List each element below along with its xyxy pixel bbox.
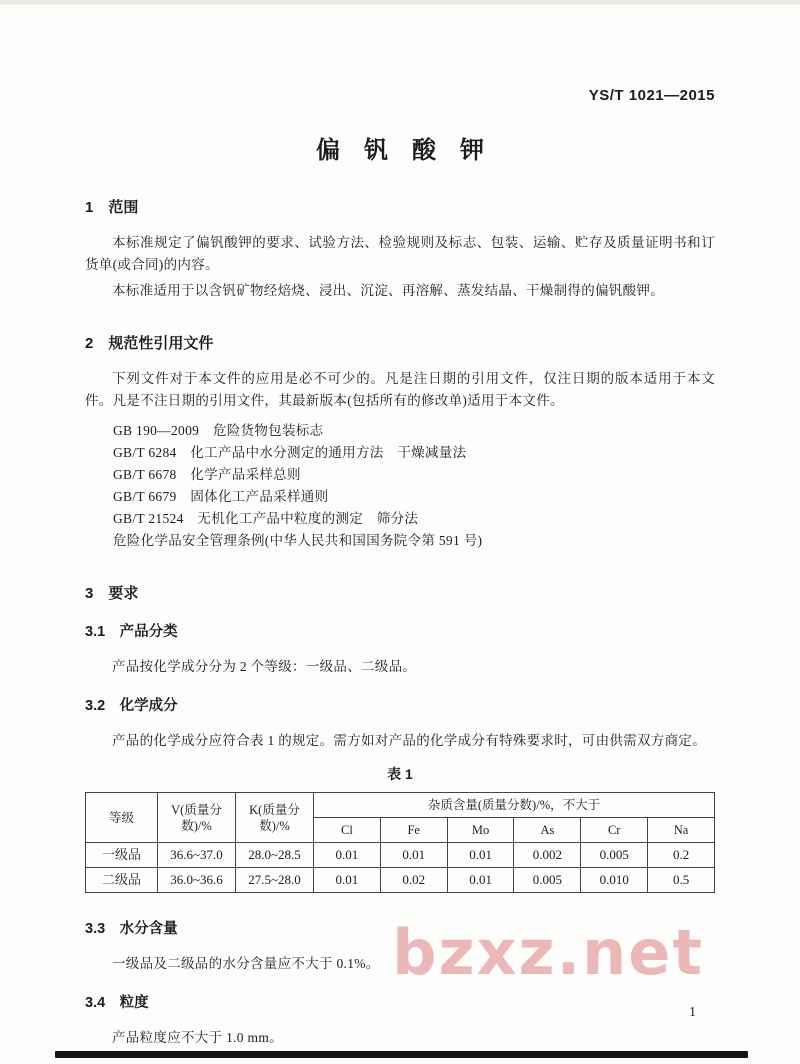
section-1-paragraph-2: 本标准适用于以含钒矿物经焙烧、浸出、沉淀、再溶解、蒸发结晶、干燥制得的偏钒酸钾。 (112, 283, 664, 298)
cell-fe: 0.02 (380, 868, 447, 893)
section-3-4-paragraph: 产品粒度应不大于 1.0 mm。 (112, 1030, 283, 1045)
cell-k: 27.5~28.0 (236, 868, 314, 893)
table-1-header-fe: Fe (380, 818, 447, 843)
table-1-header-impurity: 杂质含量(质量分数)/%，不大于 (314, 793, 715, 818)
table-1-header-k: K(质量分数)/% (236, 793, 314, 843)
cell-cl: 0.01 (314, 868, 381, 893)
scan-artifact-bar (55, 1051, 748, 1058)
cell-grade: 二级品 (86, 868, 158, 893)
section-3-4-heading: 3.4 粒度 (85, 995, 149, 1011)
reference-item: 危险化学品安全管理条例(中华人民共和国国务院令第 591 号) (113, 533, 483, 548)
section-3-heading: 3 要求 (85, 585, 139, 602)
section-1-heading: 1 范围 (85, 199, 139, 216)
cell-cr: 0.010 (581, 868, 648, 893)
table-1-header-mo: Mo (447, 818, 514, 843)
cell-grade: 一级品 (86, 843, 158, 868)
cell-k: 28.0~28.5 (236, 843, 314, 868)
table-1-header-as: As (514, 818, 581, 843)
cell-na: 0.2 (648, 843, 715, 868)
table-1-header-grade: 等级 (86, 793, 158, 843)
doc-number: YS/T 1021—2015 (588, 87, 715, 104)
table-1-caption: 表 1 (387, 766, 413, 782)
cell-v: 36.6~37.0 (158, 843, 236, 868)
table-1-header-row-1 (86, 793, 715, 818)
page-title: 偏钒酸钾 (316, 137, 508, 164)
section-2-heading: 2 规范性引用文件 (85, 335, 214, 352)
reference-item: GB/T 6679 固体化工产品采样通则 (113, 489, 329, 504)
section-3-2-paragraph: 产品的化学成分应符合表 1 的规定。需方如对产品的化学成分有特殊要求时，可由供需双方商定。 (112, 733, 706, 748)
cell-as: 0.005 (514, 868, 581, 893)
cell-as: 0.002 (514, 843, 581, 868)
reference-item: GB 190—2009 危险货物包装标志 (113, 423, 324, 438)
section-3-2-heading: 3.2 化学成分 (85, 698, 178, 714)
cell-v: 36.0~36.6 (158, 868, 236, 893)
cell-na: 0.5 (648, 868, 715, 893)
cell-cl: 0.01 (314, 843, 381, 868)
reference-list (85, 420, 715, 552)
watermark: bzxz.net (392, 916, 704, 989)
table-1-header-na: Na (648, 818, 715, 843)
table-1-header-cr: Cr (581, 818, 648, 843)
reference-item: GB/T 6678 化学产品采样总则 (113, 467, 301, 482)
section-3-1-heading: 3.1 产品分类 (85, 624, 178, 640)
reference-item: GB/T 6284 化工产品中水分测定的通用方法 干燥减量法 (113, 445, 467, 460)
document-content (85, 0, 715, 1049)
table-1-header-cl: Cl (314, 818, 381, 843)
section-1-paragraph-1: 本标准规定了偏钒酸钾的要求、试验方法、检验规则及标志、包装、运输、贮存及质量证明书和订货单(或合同)的内容。 (85, 235, 715, 272)
section-2-paragraph-1: 下列文件对于本文件的应用是必不可少的。凡是注日期的引用文件，仅注日期的版本适用于本文件。凡是不注日期的引用文件，其最新版本(包括所有的修改单)适用于本文件。 (85, 371, 715, 408)
cell-mo: 0.01 (447, 868, 514, 893)
table-1-header-v: V(质量分数)/% (158, 793, 236, 843)
cell-mo: 0.01 (447, 843, 514, 868)
table-row (86, 868, 715, 893)
table-1 (85, 792, 715, 893)
table-row (86, 843, 715, 868)
cell-fe: 0.01 (380, 843, 447, 868)
section-3-1-paragraph: 产品按化学成分分为 2 个等级：一级品、二级品。 (112, 659, 417, 674)
reference-item: GB/T 21524 无机化工产品中粒度的测定 筛分法 (113, 511, 419, 526)
section-3-3-heading: 3.3 水分含量 (85, 921, 178, 937)
cell-cr: 0.005 (581, 843, 648, 868)
page-number: 1 (689, 1005, 696, 1020)
section-3-3-paragraph: 一级品及二级品的水分含量应不大于 0.1%。 (112, 956, 380, 971)
